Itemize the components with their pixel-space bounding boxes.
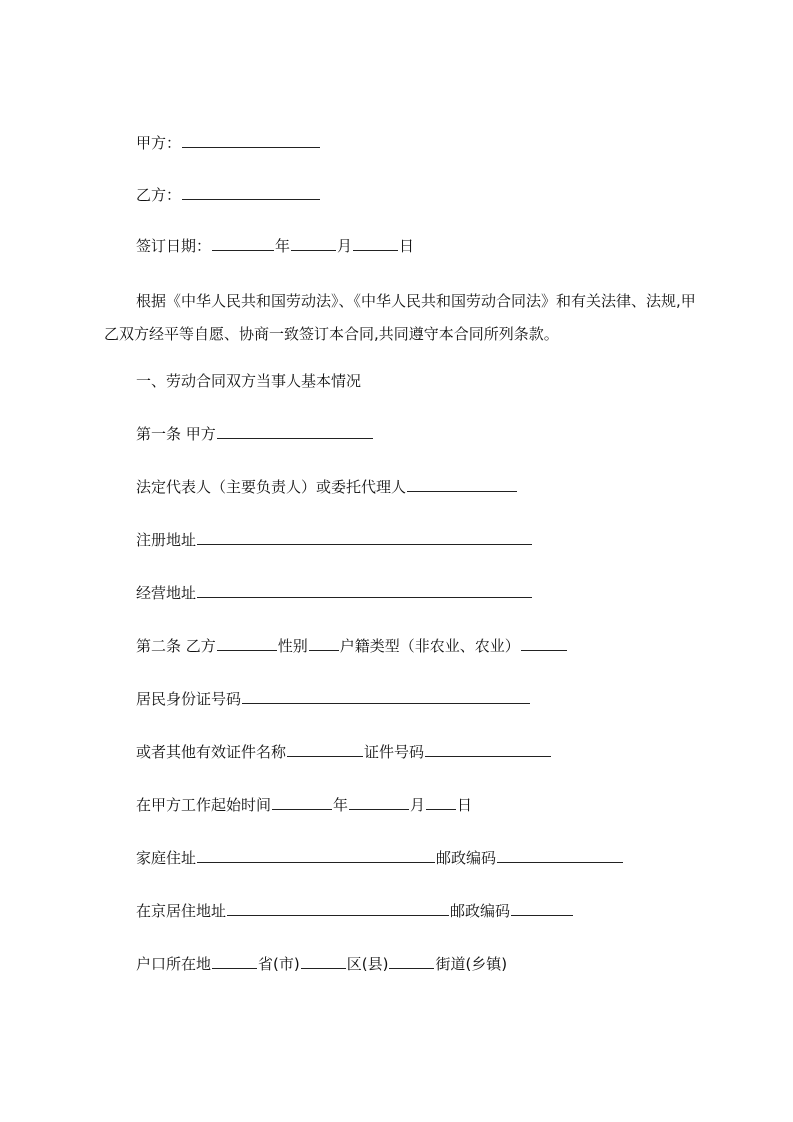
article-1-label: 第一条 甲方 <box>136 425 216 443</box>
section-1-title <box>136 371 361 391</box>
party-a-label: 甲方： <box>136 134 182 152</box>
street-text: 街道(乡镇) <box>435 955 508 973</box>
other-id-blank[interactable] <box>287 742 363 757</box>
article-1-line <box>136 424 374 444</box>
id-number-blank[interactable] <box>242 689 530 704</box>
party-b-label: 乙方： <box>136 186 182 204</box>
section-1-title-text: 一、劳动合同双方当事人基本情况 <box>136 372 362 390</box>
province-text: 省(市) <box>258 955 300 973</box>
home-postcode-blank[interactable] <box>497 848 623 863</box>
start-month-blank[interactable] <box>349 795 409 810</box>
gender-blank[interactable] <box>309 636 339 651</box>
province-blank[interactable] <box>212 954 257 969</box>
start-day-text: 日 <box>457 796 473 814</box>
op-address-label: 经营地址 <box>136 584 197 602</box>
cert-no-label: 证件号码 <box>364 743 425 761</box>
op-address-line <box>136 583 533 603</box>
start-year-blank[interactable] <box>272 795 332 810</box>
home-address-line <box>136 848 624 868</box>
legal-rep-label: 法定代表人（主要负责人）或委托代理人 <box>136 478 407 496</box>
hukou-location-label: 户口所在地 <box>136 955 212 973</box>
party-b-blank[interactable] <box>182 185 320 200</box>
start-time-label: 在甲方工作起始时间 <box>136 796 272 814</box>
home-postcode-label: 邮政编码 <box>436 849 497 867</box>
article-2-line <box>136 636 568 656</box>
sign-month-blank[interactable] <box>291 236 336 251</box>
start-year-text: 年 <box>333 796 349 814</box>
bj-address-blank[interactable] <box>227 901 449 916</box>
party-a-line <box>136 133 321 153</box>
sign-year-text: 年 <box>275 237 291 255</box>
home-address-label: 家庭住址 <box>136 849 197 867</box>
op-address-blank[interactable] <box>197 583 532 598</box>
sign-day-text: 日 <box>399 237 415 255</box>
sign-day-blank[interactable] <box>353 236 398 251</box>
preamble-text: 根据《中华人民共和国劳动法》、《中华人民共和国劳动合同法》和有关法律、法规,甲乙双方经平等自愿、协商一致签订本合同,共同遵守本合同所列条款。 <box>104 292 696 343</box>
bj-address-label: 在京居住地址 <box>136 902 227 920</box>
district-blank[interactable] <box>301 954 346 969</box>
party-b-name-blank[interactable] <box>217 636 277 651</box>
home-address-blank[interactable] <box>197 848 435 863</box>
cert-no-blank[interactable] <box>425 742 551 757</box>
article-2-label: 第二条 乙方 <box>136 637 216 655</box>
other-id-line <box>136 742 552 762</box>
legal-rep-blank[interactable] <box>407 477 517 492</box>
street-blank[interactable] <box>389 954 434 969</box>
legal-rep-line <box>136 477 518 497</box>
article-1-party-a-blank[interactable] <box>217 424 373 439</box>
bj-address-line <box>136 901 574 921</box>
sign-date-label: 签订日期： <box>136 237 212 255</box>
sign-month-text: 月 <box>337 237 353 255</box>
reg-address-line <box>136 530 533 550</box>
district-text: 区(县) <box>346 955 389 973</box>
reg-address-blank[interactable] <box>197 530 532 545</box>
party-a-blank[interactable] <box>182 133 320 148</box>
preamble-paragraph <box>104 285 704 351</box>
gender-label: 性别 <box>277 637 308 655</box>
other-id-label: 或者其他有效证件名称 <box>136 743 287 761</box>
sign-year-blank[interactable] <box>212 236 274 251</box>
start-day-blank[interactable] <box>426 795 456 810</box>
bj-postcode-label: 邮政编码 <box>450 902 511 920</box>
hukou-type-label: 户籍类型（非农业、农业） <box>339 637 520 655</box>
start-time-line <box>136 795 472 815</box>
bj-postcode-blank[interactable] <box>511 901 573 916</box>
party-b-line <box>136 185 321 205</box>
id-number-label: 居民身份证号码 <box>136 690 242 708</box>
reg-address-label: 注册地址 <box>136 531 197 549</box>
start-month-text: 月 <box>410 796 426 814</box>
hukou-location-line <box>136 954 507 974</box>
sign-date-line <box>136 236 414 256</box>
hukou-type-blank[interactable] <box>521 636 567 651</box>
id-number-line <box>136 689 531 709</box>
